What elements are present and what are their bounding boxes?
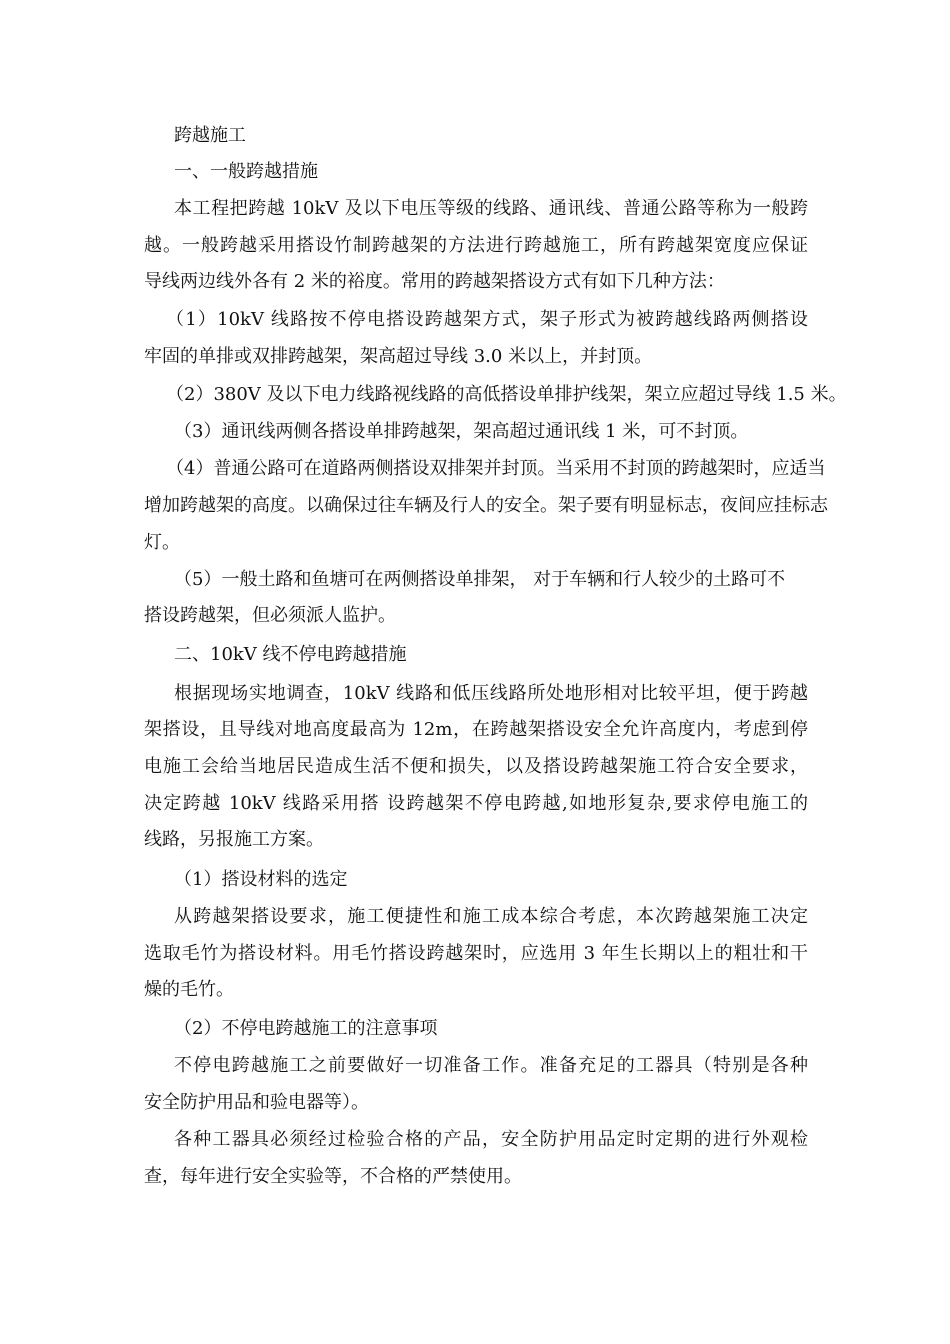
subsection-2-para-2-line-2: 查，每年进行安全实验等，不合格的严禁使用。 — [144, 1166, 522, 1187]
item-1-line-1: （1）10kV 线路按不停电搭设跨越架方式，架子形式为被跨越线路两侧搭设 — [166, 309, 808, 330]
document-heading: 跨越施工 — [174, 125, 246, 146]
subsection-2-para-1-line-1: 不停电跨越施工之前要做好一切准备工作。准备充足的工器具（特别是各种 — [174, 1055, 808, 1076]
item-5-line-1: （5）一般土路和鱼塘可在两侧搭设单排架， 对于车辆和行人较少的土路可不 — [174, 569, 786, 590]
section-2-intro-line-3: 电施工会给当地居民造成生活不便和损失，以及搭设跨越架施工符合安全要求， — [144, 756, 808, 777]
item-3: （3）通讯线两侧各搭设单排跨越架，架高超过通讯线 1 米，可不封顶。 — [174, 421, 749, 442]
subsection-1-line-2: 选取毛竹为搭设材料。用毛竹搭设跨越架时，应选用 3 年生长期以上的粗壮和干 — [144, 943, 808, 964]
subsection-2-para-2-line-1: 各种工器具必须经过检验合格的产品，安全防护用品定时定期的进行外观检 — [174, 1129, 808, 1150]
item-1-line-2: 牢固的单排或双排跨越架，架高超过导线 3.0 米以上，并封顶。 — [144, 346, 653, 367]
section-2-intro-line-1: 根据现场实地调查，10kV 线路和低压线路所处地形相对比较平坦，便于跨越 — [174, 683, 808, 704]
subsection-2-title: （2）不停电跨越施工的注意事项 — [174, 1018, 438, 1039]
section-2-intro-line-2: 架搭设，且导线对地高度最高为 12m，在跨越架搭设安全允许高度内，考虑到停 — [144, 719, 808, 740]
section-1-title: 一、一般跨越措施 — [174, 161, 318, 182]
section-2-intro-line-4: 决定跨越 10kV 线路采用搭 设跨越架不停电跨越,如地形复杂,要求停电施工的 — [144, 793, 808, 814]
item-5-line-2: 搭设跨越架，但必须派人监护。 — [144, 605, 396, 626]
section-1-intro-line-3: 导线两边线外各有 2 米的裕度。常用的跨越架搭设方式有如下几种方法： — [144, 271, 725, 292]
subsection-1-title: （1）搭设材料的选定 — [174, 869, 348, 890]
subsection-2-para-1-line-2: 安全防护用品和验电器等）。 — [144, 1092, 369, 1113]
section-1-intro-line-2: 越。一般跨越采用搭设竹制跨越架的方法进行跨越施工，所有跨越架宽度应保证 — [144, 235, 808, 256]
item-2: （2）380V 及以下电力线路视线路的高低搭设单排护线架，架立应超过导线 1.5 米。 — [166, 384, 847, 405]
section-2-title: 二、10kV 线不停电跨越措施 — [174, 644, 407, 665]
subsection-1-line-1: 从跨越架搭设要求，施工便捷性和施工成本综合考虑，本次跨越架施工决定 — [174, 906, 808, 927]
section-1-intro-line-1: 本工程把跨越 10kV 及以下电压等级的线路、通讯线、普通公路等称为一般跨 — [174, 198, 808, 219]
item-4-line-1: （4）普通公路可在道路两侧搭设双排架并封顶。当采用不封顶的跨越架时，应适当 — [166, 458, 826, 479]
item-4-line-2: 增加跨越架的高度。以确保过往车辆及行人的安全。架子要有明显标志，夜间应挂标志 — [144, 495, 828, 516]
section-2-intro-line-5: 线路，另报施工方案。 — [144, 829, 324, 850]
item-4-line-3: 灯。 — [144, 532, 180, 553]
subsection-1-line-3: 燥的毛竹。 — [144, 979, 234, 1000]
